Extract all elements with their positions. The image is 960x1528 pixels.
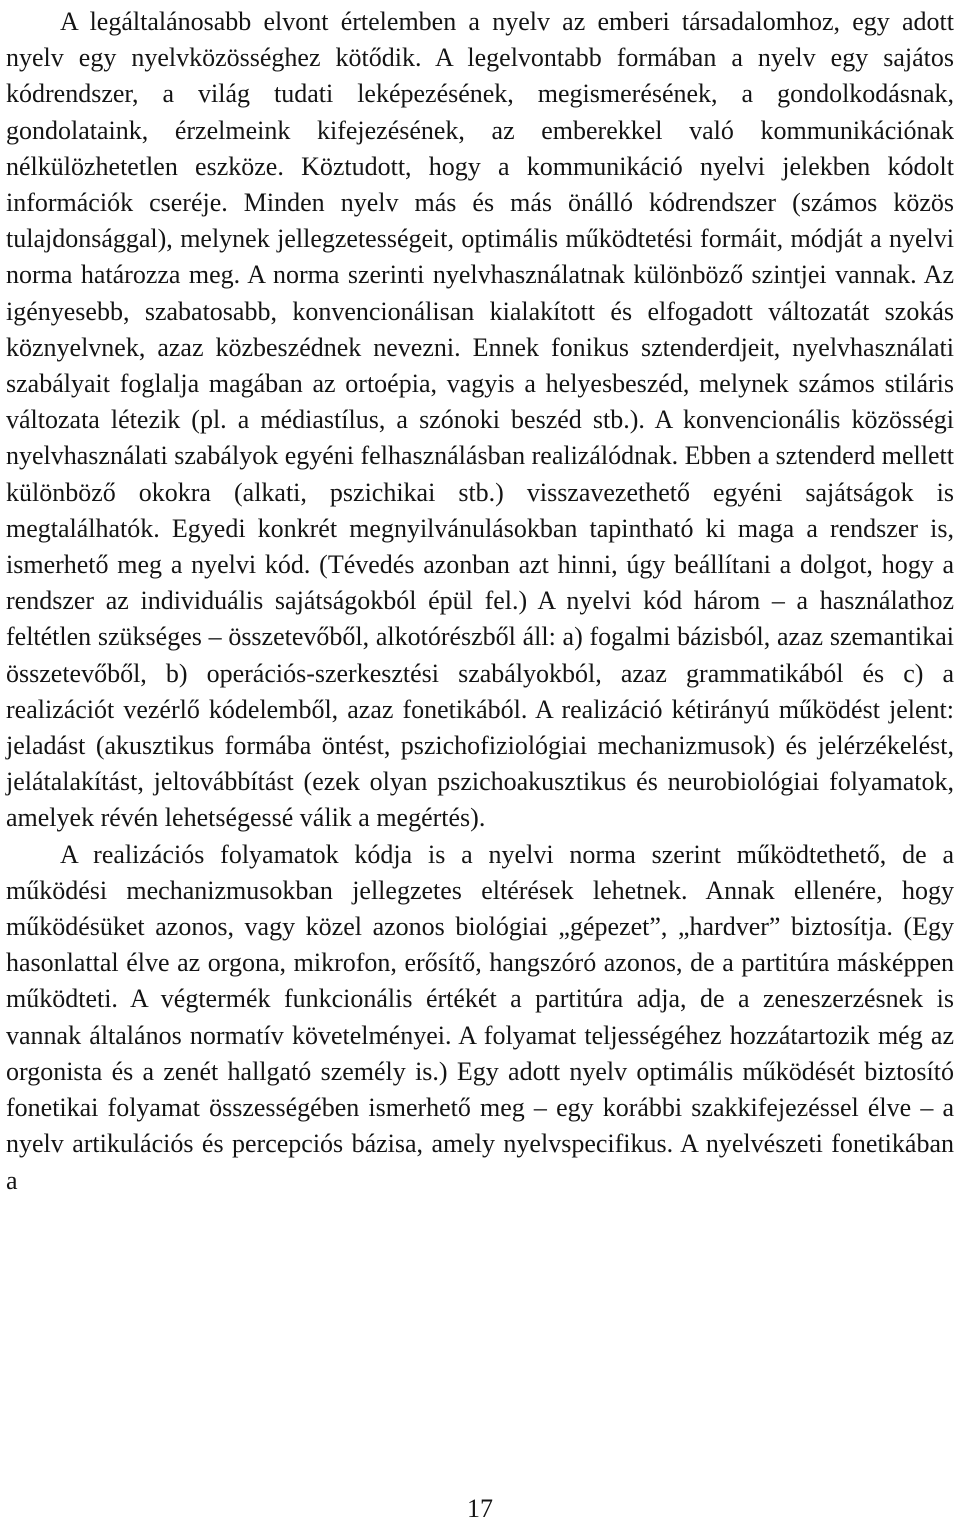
paragraph-2: A realizációs folyamatok kódja is a nyelvi norma szerint működtethető, de a működési mechanizmusokban jellegzetes eltérések lehetnek. Annak ellenére, hogy működésüket azonos, vagy közel azonos biológiai „gépezet”, „hardver” biztosítja. (Egy hasonlattal élve az orgona, mikrofon, erősítő, hangszóró azonos, de a partitúra másképpen működteti. A végtermék funkcionális értékét a partitúra adja, de a zeneszerzésnek is vannak általános normatív követelményei. A folyamat teljességéhez hozzátartozik még az orgonista és a zenét hallgató személy is.) Egy adott nyelv optimális működését biztosító fonetikai folyamat összességében ismerhető meg – egy korábbi szakkifejezéssel élve – a nyelv artikulációs és percepciós bázisa, amely nyelvspecifikus. A nyelvészeti fonetikában a xyxy=(6,839,954,1195)
paragraph-1: A legáltalánosabb elvont értelemben a nyelv az emberi társadalomhoz, egy adott nyelv egy nyelvközösséghez kötődik. A legelvontabb formában a nyelv egy sajátos kódrendszer, a világ tudati leképezésének, megismerésének, a gondolkodásnak, gondolataink, érzelmeink kifejezésének, az emberekkel való kommunikációnak nélkülözhetetlen eszköze. Köztudott, hogy a kommunikáció nyelvi jelekben kódolt információk cseréje. Minden nyelv más és más önálló kódrendszer (számos közös tulajdonsággal), melynek jellegzetességeit, optimális működtetési formáit, módját a nyelvi norma határozza meg. A norma szerinti nyelvhasználatnak különböző szintjei vannak. Az igényesebb, szabatosabb, konvencionálisan kialakított és elfogadott változatát szokás köznyelvnek, azaz közbeszédnek nevezni. Ennek fonikus sztenderdjeit, nyelvhasználati szabályait foglalja magában az ortoépia, vagyis a helyesbeszéd, melynek számos stiláris változata létezik (pl. a médiastílus, a szónoki beszéd stb.). A konvencionális közösségi nyelvhasználati szabályok egyéni felhasználásban realizálódnak. Ebben a sztenderd mellett különböző okokra (alkati, pszichikai stb.) visszavezethető egyéni sajátságok is megtalálhatók. Egyedi konkrét megnyilvánulásokban tapintható ki maga a rendszer is, ismerhető meg a nyelvi kód. (Tévedés azonban azt hinni, úgy beállítani a dolgot, hogy a rendszer az individuális sajátságokból épül fel.) A nyelvi kód három – a használathoz feltétlen szükséges – összetevőből, alkotórészből áll: a) fogalmi bázisból, azaz szemantikai összetevőből, b) operációs-szerkesztési szabályokból, azaz grammatikából és c) a realizációt vezérlő kódelemből, azaz fonetikából. A realizáció kétirányú működést jelent: jeladást (akusztikus formába öntést, pszichofiziológiai mechanizmusok) és jelérzékelést, jelátalakítást, jeltovábbítást (ezek olyan pszichoakusztikus és neurobiológiai folyamatok, amelyek révén lehetségessé válik a megértés). xyxy=(6,7,954,833)
page-number: 17 xyxy=(467,1494,493,1523)
document-page xyxy=(6,4,954,1199)
